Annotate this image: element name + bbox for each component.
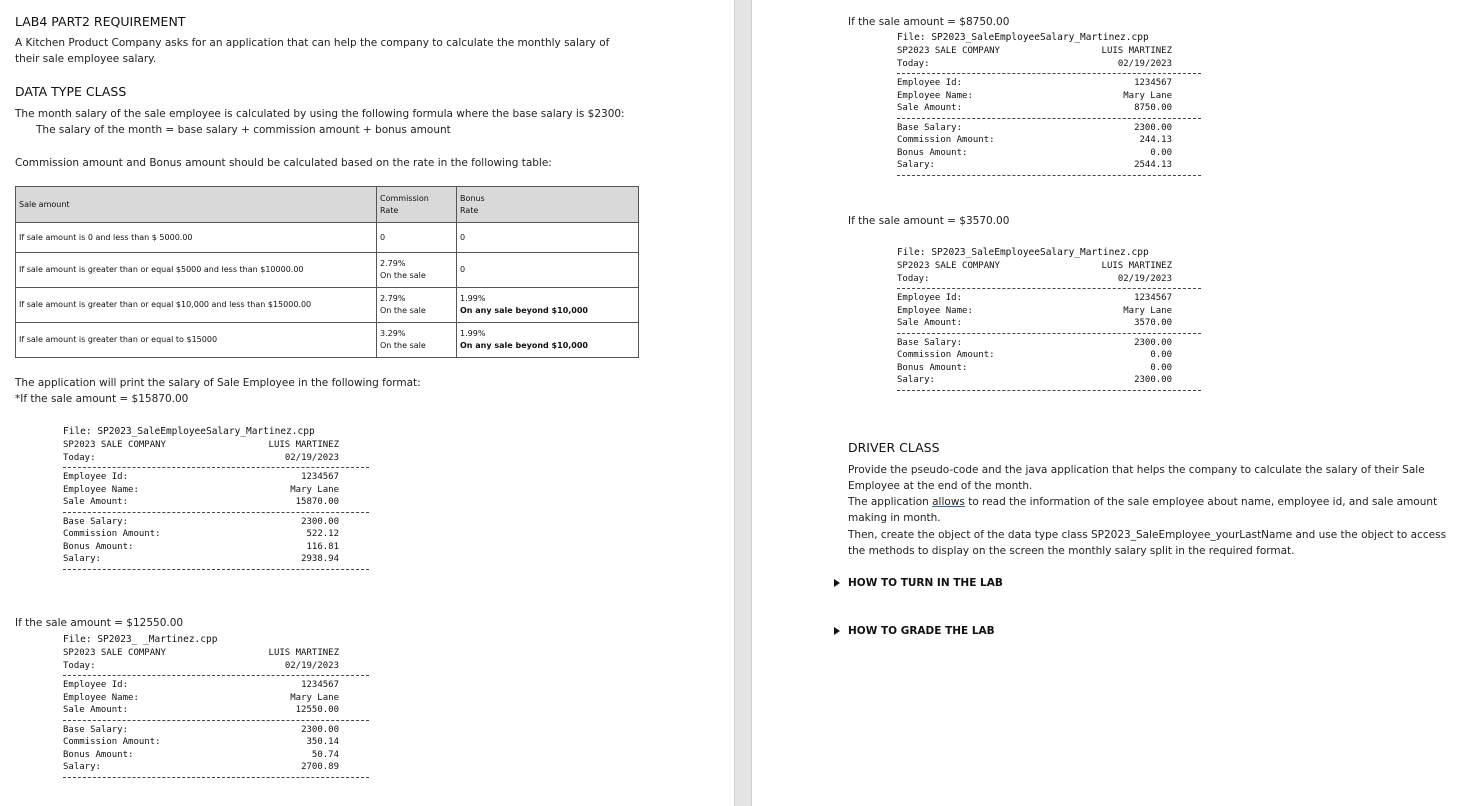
commission-label: Commission Amount:: [897, 350, 995, 360]
row-bonus-cell: [457, 288, 639, 323]
dashed-divider: [897, 288, 1201, 289]
row-commission-cell: [377, 253, 457, 288]
output-row-bonus: [63, 749, 339, 762]
output-row-sale: [897, 317, 1172, 330]
bonus-label: Bonus Amount:: [63, 749, 134, 760]
base-salary-value: 2300.00: [301, 516, 339, 527]
bonus-basis-text: On any sale beyond $10,000: [460, 341, 588, 350]
output-row-sale: [63, 496, 339, 509]
output-row-company: [897, 45, 1172, 58]
rate-table: [15, 186, 639, 358]
employee-name-label: Employee Name:: [897, 305, 973, 316]
output-row-name: [63, 484, 339, 497]
employee-id-label: Employee Id:: [897, 293, 963, 303]
dashed-divider: [897, 73, 1201, 74]
intro-line-1: A Kitchen Product Company asks for an application that can help the company to calculate the monthly salary of: [15, 37, 610, 49]
base-salary-value: 2300.00: [1134, 122, 1172, 133]
today-value: 02/19/2023: [1117, 273, 1172, 284]
employee-name-value: Mary Lane: [290, 484, 339, 495]
format-intro: The application will print the salary of Sale Employee in the following format:: [15, 377, 421, 389]
salary-label: Salary:: [63, 762, 101, 772]
bonus-value: 0.00: [1150, 362, 1172, 373]
row-commission-cell: 0: [377, 223, 457, 253]
salary-value: 2700.89: [301, 762, 339, 772]
doc-title: LAB4 PART2 REQUIREMENT: [15, 14, 186, 29]
employee-name-value: Mary Lane: [290, 692, 339, 703]
output-row-company: [63, 439, 339, 452]
today-label: Today:: [63, 660, 96, 671]
header-bonus-rate: [457, 187, 639, 223]
today-label: Today:: [63, 452, 96, 463]
page-gutter: [734, 0, 752, 806]
output-row-base: [63, 724, 339, 737]
output-row-base: [63, 516, 339, 529]
commission-value: 350.14: [306, 737, 339, 747]
bonus-value: 116.81: [306, 541, 339, 552]
rate-table-header: [16, 187, 639, 223]
commission-label: Commission Amount:: [63, 529, 161, 539]
salary-label: Salary:: [897, 160, 935, 170]
today-value: 02/19/2023: [284, 660, 339, 671]
output-row-name: [63, 692, 339, 705]
dashed-divider: [63, 720, 369, 721]
commission-value: 0.00: [1150, 350, 1172, 360]
today-label: Today:: [897, 273, 930, 284]
bonus-value: 50.74: [311, 749, 339, 760]
dashed-divider: [897, 175, 1201, 176]
dashed-divider: [63, 512, 369, 513]
commission-basis: On the sale: [380, 341, 426, 350]
employee-id-label: Employee Id:: [897, 78, 963, 88]
company-name: SP2023 SALE COMPANY: [63, 440, 166, 450]
dashed-divider: [63, 569, 369, 570]
case-label-8750: If the sale amount = $8750.00: [848, 16, 1010, 28]
employee-id-label: Employee Id:: [63, 680, 129, 690]
base-salary-label: Base Salary:: [897, 122, 963, 133]
employee-name-value: Mary Lane: [1123, 90, 1172, 101]
salary-value: 2938.94: [301, 554, 339, 564]
bonus-value: 0.00: [1150, 147, 1172, 158]
bonus-label: Bonus Amount:: [63, 541, 134, 552]
employee-id-value: 1234567: [1134, 78, 1172, 88]
case-label-3570: If the sale amount = $3570.00: [848, 215, 1010, 227]
company-name: SP2023 SALE COMPANY: [897, 261, 1000, 271]
author-name: LUIS MARTINEZ: [1101, 46, 1172, 56]
dashed-divider: [63, 467, 369, 468]
header-sale-amount: Sale amount: [16, 187, 377, 223]
today-label: Today:: [897, 58, 930, 69]
row-bonus-cell: 0: [457, 223, 639, 253]
table-row: [16, 323, 639, 358]
bonus-basis: [460, 305, 635, 317]
row-sale-cell: If sale amount is greater than or equal $10,000 and less than $15000.00: [16, 288, 377, 323]
output-row-commission: [63, 736, 339, 749]
output-row-today: [63, 660, 339, 673]
header-commission-text: Commission Rate: [380, 193, 429, 215]
author-name: LUIS MARTINEZ: [268, 648, 339, 658]
sale-amount-value: 12550.00: [295, 705, 339, 715]
driver-line-2: Employee at the end of the month.: [848, 480, 1033, 492]
driver-line-4: making in month.: [848, 512, 941, 524]
driver-line-3-c: to read the information of the sale employee about name, employee id, and sale amount: [964, 496, 1438, 508]
output-row-id: [63, 679, 339, 692]
output-row-bonus: [63, 541, 339, 554]
author-name: LUIS MARTINEZ: [268, 440, 339, 450]
output-row-bonus: [897, 362, 1172, 375]
formula-intro: The month salary of the sale employee is calculated by using the following formula where the base salary is $2300:: [15, 108, 625, 120]
base-salary-label: Base Salary:: [63, 724, 129, 735]
output-row-salary: [63, 761, 339, 774]
output-row-sale: [63, 704, 339, 717]
output-file-line: File: SP2023_SaleEmployeeSalary_Martinez.cpp: [897, 247, 1149, 258]
row-sale-cell: If sale amount is 0 and less than $ 5000.00: [16, 223, 377, 253]
sale-amount-value: 3570.00: [1134, 318, 1172, 328]
section-data-type-class: DATA TYPE CLASS: [15, 84, 127, 99]
salary-value: 2300.00: [1134, 375, 1172, 385]
base-salary-value: 2300.00: [301, 724, 339, 735]
driver-line-5: Then, create the object of the data type class SP2023_SaleEmployee_yourLastName and use the object to access: [848, 529, 1447, 541]
grade-label: HOW TO GRADE THE LAB: [848, 625, 995, 637]
output-row-today: [897, 273, 1172, 286]
intro-line-2: their sale employee salary.: [15, 53, 157, 65]
output-row-base: [897, 122, 1172, 135]
output-row-name: [897, 90, 1172, 103]
output-row-base: [897, 337, 1172, 350]
output-row-today: [63, 452, 339, 465]
dashed-divider: [63, 777, 369, 778]
base-salary-label: Base Salary:: [63, 516, 129, 527]
output-row-company: [63, 647, 339, 660]
row-bonus-cell: 0: [457, 253, 639, 288]
bonus-label: Bonus Amount:: [897, 362, 968, 373]
table-row: [16, 288, 639, 323]
today-value: 02/19/2023: [284, 452, 339, 463]
sale-amount-label: Sale Amount:: [897, 103, 963, 113]
driver-line-1: Provide the pseudo-code and the java application that helps the company to calculate the salary of their Sale: [848, 464, 1425, 476]
output-row-company: [897, 260, 1172, 273]
output-row-id: [63, 471, 339, 484]
row-commission-cell: [377, 288, 457, 323]
output-row-name: [897, 305, 1172, 318]
driver-line-3-a: The application: [848, 496, 933, 508]
driver-line-3-underlined: allows: [932, 496, 965, 508]
dashed-divider: [63, 675, 369, 676]
output-row-commission: [897, 134, 1172, 147]
sale-amount-value: 15870.00: [295, 497, 339, 507]
commission-rate: 2.79%: [380, 259, 406, 268]
commission-basis: On the sale: [380, 271, 426, 280]
collapsible-grade[interactable]: [834, 625, 995, 637]
employee-name-label: Employee Name:: [63, 484, 139, 495]
row-sale-cell: If sale amount is greater than or equal $5000 and less than $10000.00: [16, 253, 377, 288]
collapsible-turn-in[interactable]: [834, 577, 1003, 589]
author-name: LUIS MARTINEZ: [1101, 261, 1172, 271]
section-driver-class: DRIVER CLASS: [848, 440, 940, 455]
salary-label: Salary:: [63, 554, 101, 564]
table-intro: Commission amount and Bonus amount should be calculated based on the rate in the following table:: [15, 157, 552, 169]
formula-text: The salary of the month = base salary + commission amount + bonus amount: [36, 124, 451, 136]
case-label-15870: *If the sale amount = $15870.00: [15, 393, 189, 405]
caret-right-icon: [834, 579, 840, 587]
commission-rate: 2.79%: [380, 294, 406, 303]
company-name: SP2023 SALE COMPANY: [897, 46, 1000, 56]
turn-in-label: HOW TO TURN IN THE LAB: [848, 577, 1003, 589]
employee-id-value: 1234567: [301, 680, 339, 690]
output-row-commission: [63, 528, 339, 541]
output-file-line: File: SP2023_SaleEmployeeSalary_Martinez.cpp: [897, 32, 1149, 43]
employee-name-label: Employee Name:: [63, 692, 139, 703]
row-commission-cell: [377, 323, 457, 358]
output-row-id: [897, 292, 1172, 305]
output-row-bonus: [897, 147, 1172, 160]
salary-label: Salary:: [897, 375, 935, 385]
output-file-line: File: SP2023_ _Martinez.cpp: [63, 634, 218, 645]
case-label-12550: If the sale amount = $12550.00: [15, 617, 184, 629]
dashed-divider: [897, 390, 1201, 391]
bonus-basis-text: On any sale beyond $10,000: [460, 306, 588, 315]
commission-basis: On the sale: [380, 306, 426, 315]
bonus-rate: 1.99%: [460, 294, 486, 303]
output-row-salary: [897, 374, 1172, 387]
employee-name-label: Employee Name:: [897, 90, 973, 101]
bonus-rate: 1.99%: [460, 329, 486, 338]
driver-line-3: [848, 494, 1437, 510]
row-bonus-cell: [457, 323, 639, 358]
employee-id-value: 1234567: [1134, 293, 1172, 303]
output-block-12550: [63, 633, 369, 781]
header-commission-rate: [377, 187, 457, 223]
output-block-15870: [63, 425, 369, 573]
commission-value: 522.12: [306, 529, 339, 539]
employee-id-value: 1234567: [301, 472, 339, 482]
sale-amount-label: Sale Amount:: [63, 705, 129, 715]
employee-name-value: Mary Lane: [1123, 305, 1172, 316]
sale-amount-label: Sale Amount:: [897, 318, 963, 328]
output-block-3570: [897, 246, 1201, 394]
table-row: [16, 253, 639, 288]
header-bonus-text: Bonus Rate: [460, 193, 485, 215]
table-row: [16, 223, 639, 253]
driver-line-6: the methods to display on the screen the monthly salary split in the required format.: [848, 545, 1295, 557]
output-row-salary: [63, 553, 339, 566]
employee-id-label: Employee Id:: [63, 472, 129, 482]
output-block-8750: [897, 31, 1201, 179]
caret-right-icon: [834, 627, 840, 635]
sale-amount-value: 8750.00: [1134, 103, 1172, 113]
base-salary-label: Base Salary:: [897, 337, 963, 348]
output-row-commission: [897, 349, 1172, 362]
commission-value: 244.13: [1139, 135, 1172, 145]
today-value: 02/19/2023: [1117, 58, 1172, 69]
dashed-divider: [897, 118, 1201, 119]
output-row-salary: [897, 159, 1172, 172]
commission-label: Commission Amount:: [897, 135, 995, 145]
dashed-divider: [897, 333, 1201, 334]
company-name: SP2023 SALE COMPANY: [63, 648, 166, 658]
commission-label: Commission Amount:: [63, 737, 161, 747]
output-row-today: [897, 58, 1172, 71]
bonus-label: Bonus Amount:: [897, 147, 968, 158]
commission-rate: 3.29%: [380, 329, 406, 338]
output-file-line: File: SP2023_SaleEmployeeSalary_Martinez.cpp: [63, 426, 315, 437]
base-salary-value: 2300.00: [1134, 337, 1172, 348]
output-row-id: [897, 77, 1172, 90]
bonus-basis: [460, 340, 635, 352]
row-sale-cell: If sale amount is greater than or equal to $15000: [16, 323, 377, 358]
salary-value: 2544.13: [1134, 160, 1172, 170]
sale-amount-label: Sale Amount:: [63, 497, 129, 507]
output-row-sale: [897, 102, 1172, 115]
